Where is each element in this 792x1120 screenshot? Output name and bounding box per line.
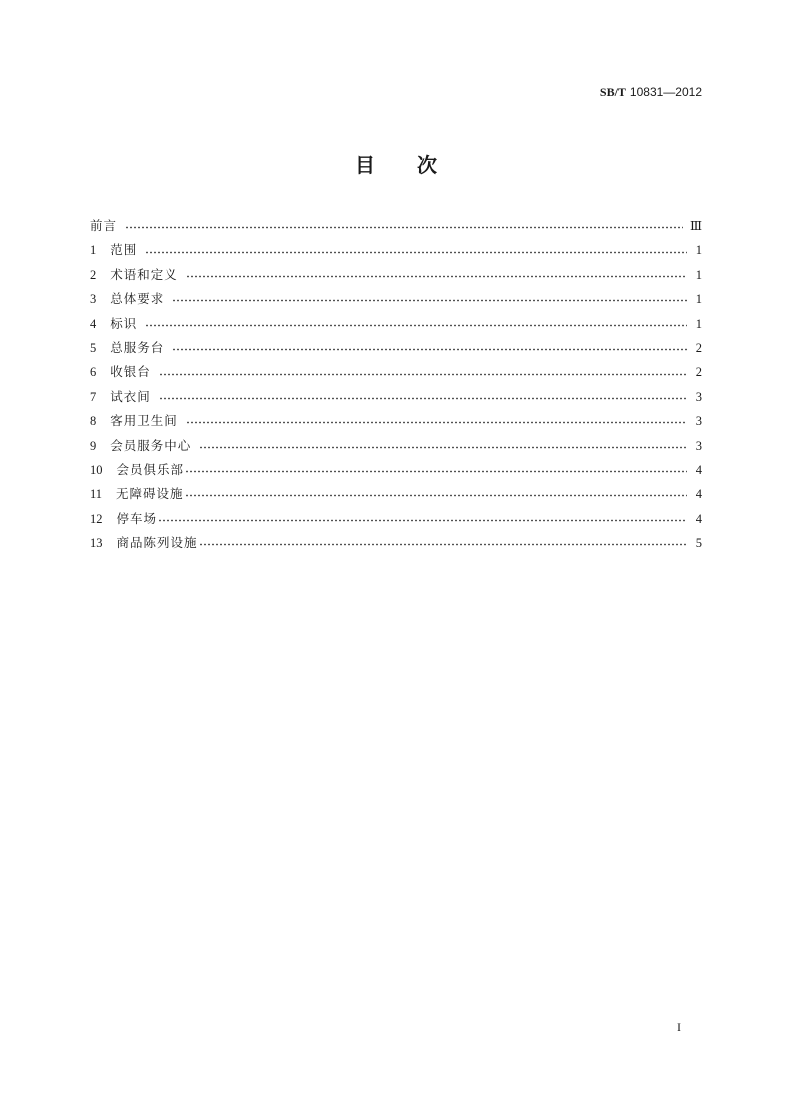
table-of-contents <box>90 214 702 555</box>
toc-section-number: 2 <box>90 267 97 282</box>
toc-section-number: 10 <box>90 462 103 477</box>
toc-row <box>90 238 702 262</box>
toc-page-number: 1 <box>695 267 702 282</box>
toc-label: 商品陈列设施 <box>116 535 198 551</box>
toc-row <box>90 312 702 336</box>
toc-section-number: 1 <box>90 243 97 258</box>
toc-label: 总服务台 <box>110 339 165 355</box>
toc-row <box>90 482 702 506</box>
toc-page-number: 4 <box>695 511 702 526</box>
toc-page-number: 5 <box>695 536 702 551</box>
toc-page-number: 3 <box>695 389 702 404</box>
dot-leader <box>199 446 687 449</box>
dot-leader <box>145 324 687 327</box>
page-title <box>0 152 792 178</box>
standard-code-number: 10831—2012 <box>629 85 702 99</box>
toc-label: 试衣间 <box>110 388 151 404</box>
toc-row <box>90 531 702 555</box>
toc-label: 会员俱乐部 <box>116 461 185 477</box>
dot-leader <box>186 275 687 278</box>
toc-row-foreword <box>90 214 702 238</box>
toc-section-number: 8 <box>90 414 97 429</box>
toc-row <box>90 434 702 458</box>
toc-section-number: 6 <box>90 365 97 380</box>
dot-leader <box>158 519 687 522</box>
page-title-char-1: 目 <box>355 153 375 177</box>
toc-page-number: Ⅲ <box>689 219 702 233</box>
dot-leader <box>185 494 687 497</box>
dot-leader <box>186 421 687 424</box>
toc-label: 无障碍设施 <box>116 486 184 502</box>
toc-page-number: 3 <box>695 438 702 453</box>
toc-page-number: 2 <box>695 340 702 355</box>
toc-row <box>90 409 702 433</box>
toc-section-number: 5 <box>90 340 97 355</box>
toc-label: 总体要求 <box>110 291 165 307</box>
toc-section-number: 3 <box>90 292 97 307</box>
toc-page-number: 1 <box>695 316 702 331</box>
toc-section-number: 4 <box>90 316 97 331</box>
toc-page-number: 4 <box>695 487 702 502</box>
toc-page-number: 1 <box>695 243 702 258</box>
toc-page-number: 3 <box>695 414 702 429</box>
dot-leader <box>159 397 687 400</box>
toc-section-number: 7 <box>90 389 97 404</box>
toc-row <box>90 263 702 287</box>
toc-label: 标识 <box>110 315 138 331</box>
toc-row <box>90 458 702 482</box>
toc-page-number: 4 <box>695 462 702 477</box>
standard-code-prefix: SB/T <box>599 85 626 99</box>
toc-row <box>90 360 702 384</box>
dot-leader <box>185 470 687 473</box>
toc-label: 收银台 <box>110 364 151 380</box>
toc-row <box>90 507 702 531</box>
toc-section-number: 9 <box>90 438 97 453</box>
toc-label: 前言 <box>90 218 118 233</box>
standard-code <box>600 84 702 100</box>
toc-section-number: 11 <box>90 487 103 502</box>
toc-label: 停车场 <box>116 510 158 526</box>
dot-leader <box>125 226 683 229</box>
page-title-char-2: 次 <box>417 153 437 177</box>
toc-page-number: 1 <box>695 292 702 307</box>
dot-leader <box>172 348 687 351</box>
toc-label: 范围 <box>110 242 138 258</box>
toc-label: 术语和定义 <box>110 266 178 282</box>
toc-page-number: 2 <box>695 365 702 380</box>
toc-label: 客用卫生间 <box>110 413 178 429</box>
dot-leader <box>199 543 687 546</box>
toc-row <box>90 287 702 311</box>
dot-leader <box>159 373 687 376</box>
toc-label: 会员服务中心 <box>110 437 192 453</box>
footer-page-number: I <box>677 1020 681 1034</box>
toc-row <box>90 385 702 409</box>
toc-section-number: 12 <box>90 511 103 526</box>
toc-row <box>90 336 702 360</box>
toc-section-number: 13 <box>90 536 103 551</box>
dot-leader <box>172 299 687 302</box>
dot-leader <box>145 251 687 254</box>
